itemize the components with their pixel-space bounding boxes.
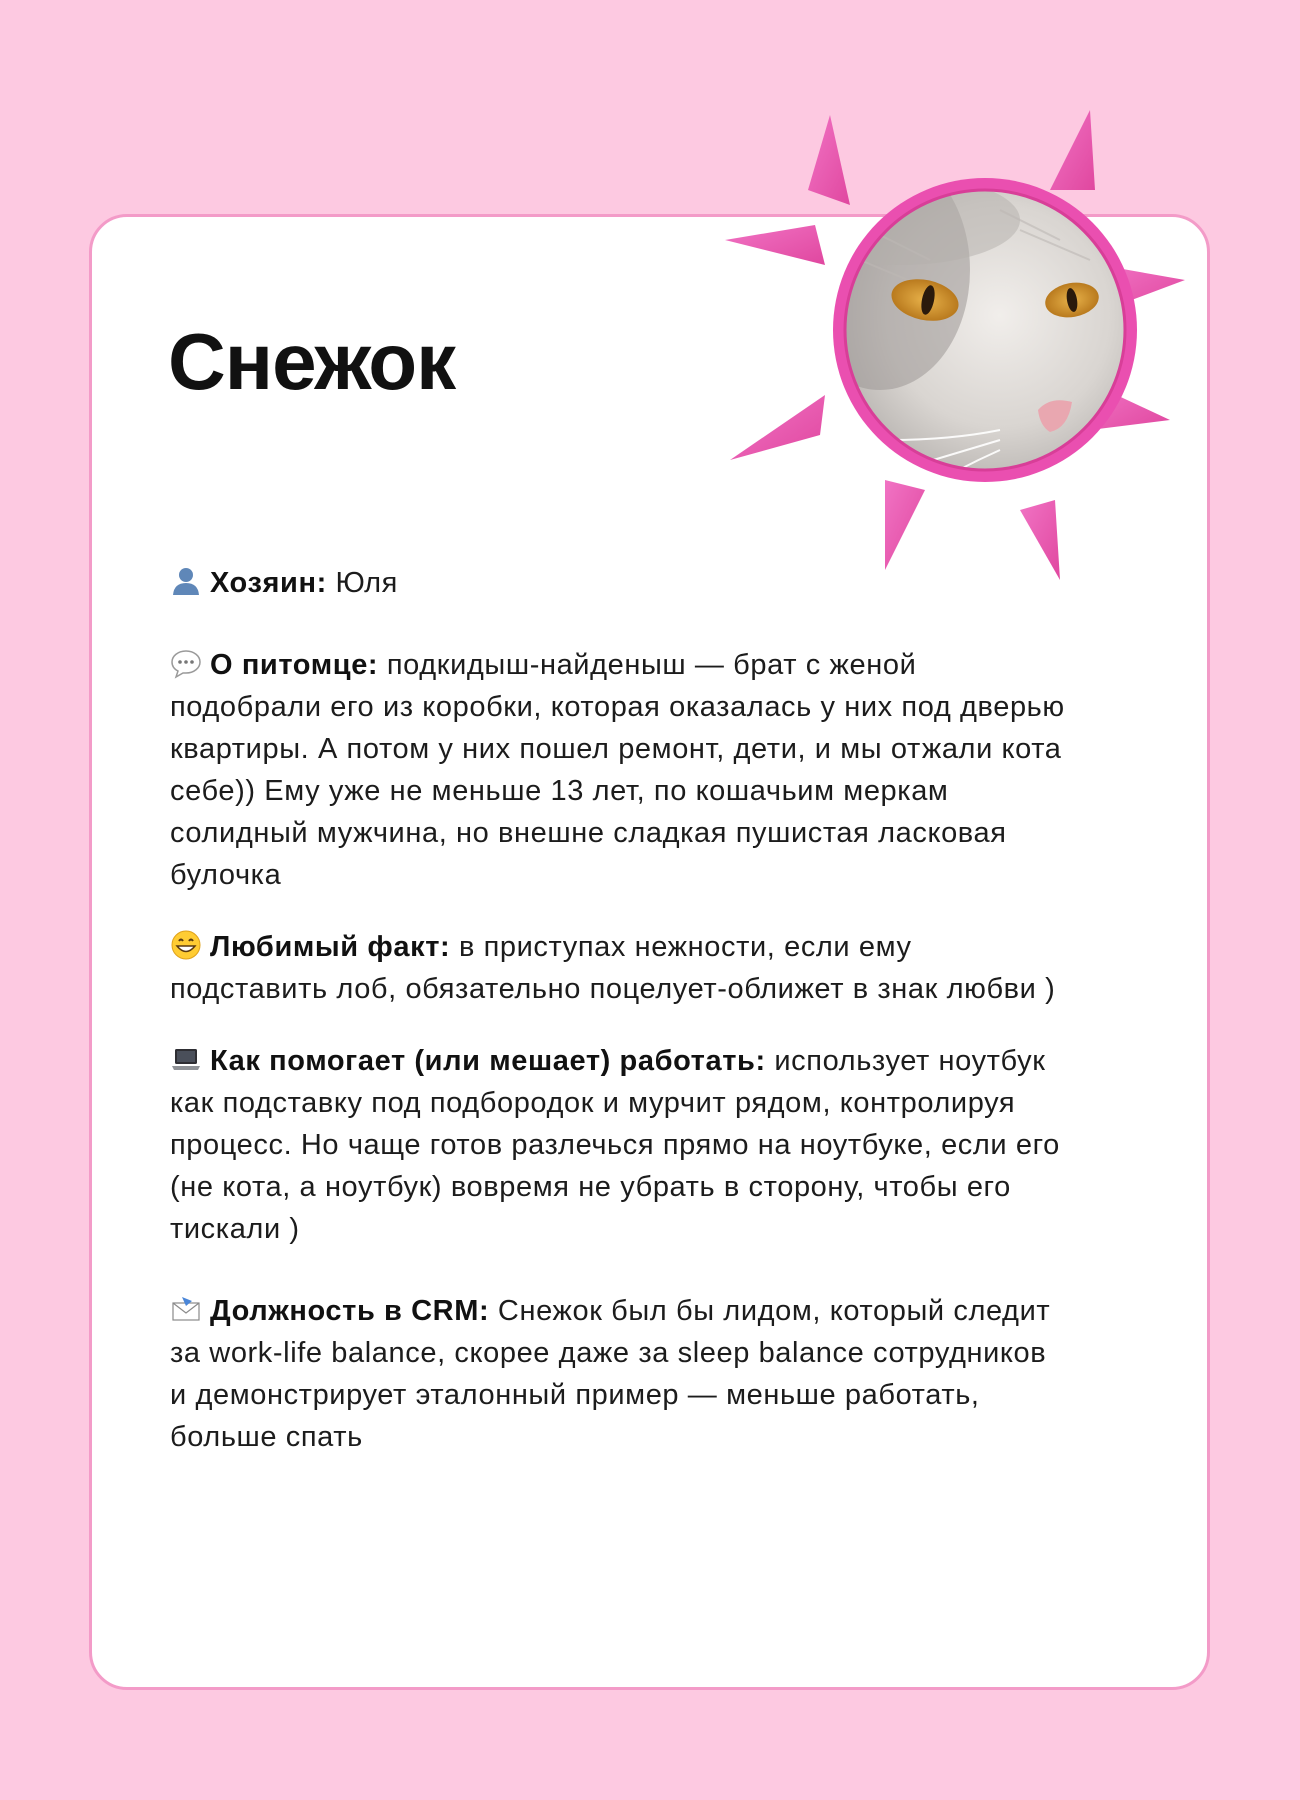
- person-silhouette-icon: [170, 565, 202, 597]
- speech-bubble-icon: [170, 647, 202, 679]
- work-text: использует ноутбук как подставку под подбородок и мурчит рядом, контролируя процесс. Но чаще готов разлечься прямо на ноутбуке, если его (не кота, а ноутбук) вовремя не убрать в сторону, чтобы его тискали ): [170, 1045, 1060, 1245]
- about-section: [170, 644, 1070, 896]
- owner-section: [170, 562, 1070, 604]
- laptop-icon: [170, 1043, 202, 1075]
- grinning-face-icon: [170, 929, 202, 961]
- about-label: О питомце:: [210, 649, 379, 681]
- owner-value: Юля: [335, 567, 398, 599]
- pet-photo: [700, 110, 1200, 590]
- fact-section: [170, 926, 1070, 1010]
- about-text: подкидыш-найденыш — брат с женой подобрали его из коробки, которая оказалась у них под дверью квартиры. А потом у них пошел ремонт, дети, и мы отжали кота себе)) Ему уже не меньше 13 лет, по кошачьим меркам солидный мужчина, но внешне сладкая пушистая ласковая булочка: [170, 649, 1065, 891]
- crm-label: Должность в CRM:: [210, 1295, 490, 1327]
- envelope-icon: [170, 1293, 202, 1325]
- crm-text: Снежок был бы лидом, который следит за work-life balance, скорее даже за sleep balance сотрудников и демонстрирует эталонный пример — меньше работать, больше спать: [170, 1295, 1051, 1453]
- fact-label: Любимый факт:: [210, 931, 451, 963]
- fact-text: в приступах нежности, если ему подставить лоб, обязательно поцелует-оближет в знак любви ): [170, 931, 1056, 1005]
- spiked-collar-cat-photo: [700, 110, 1200, 590]
- work-section: [170, 1040, 1070, 1250]
- profile-sections: [170, 562, 1070, 1458]
- pet-name-title: Снежок: [168, 317, 456, 406]
- owner-label: Хозяин:: [210, 567, 327, 599]
- work-label: Как помогает (или мешает) работать:: [210, 1045, 766, 1077]
- crm-section: [170, 1290, 1070, 1458]
